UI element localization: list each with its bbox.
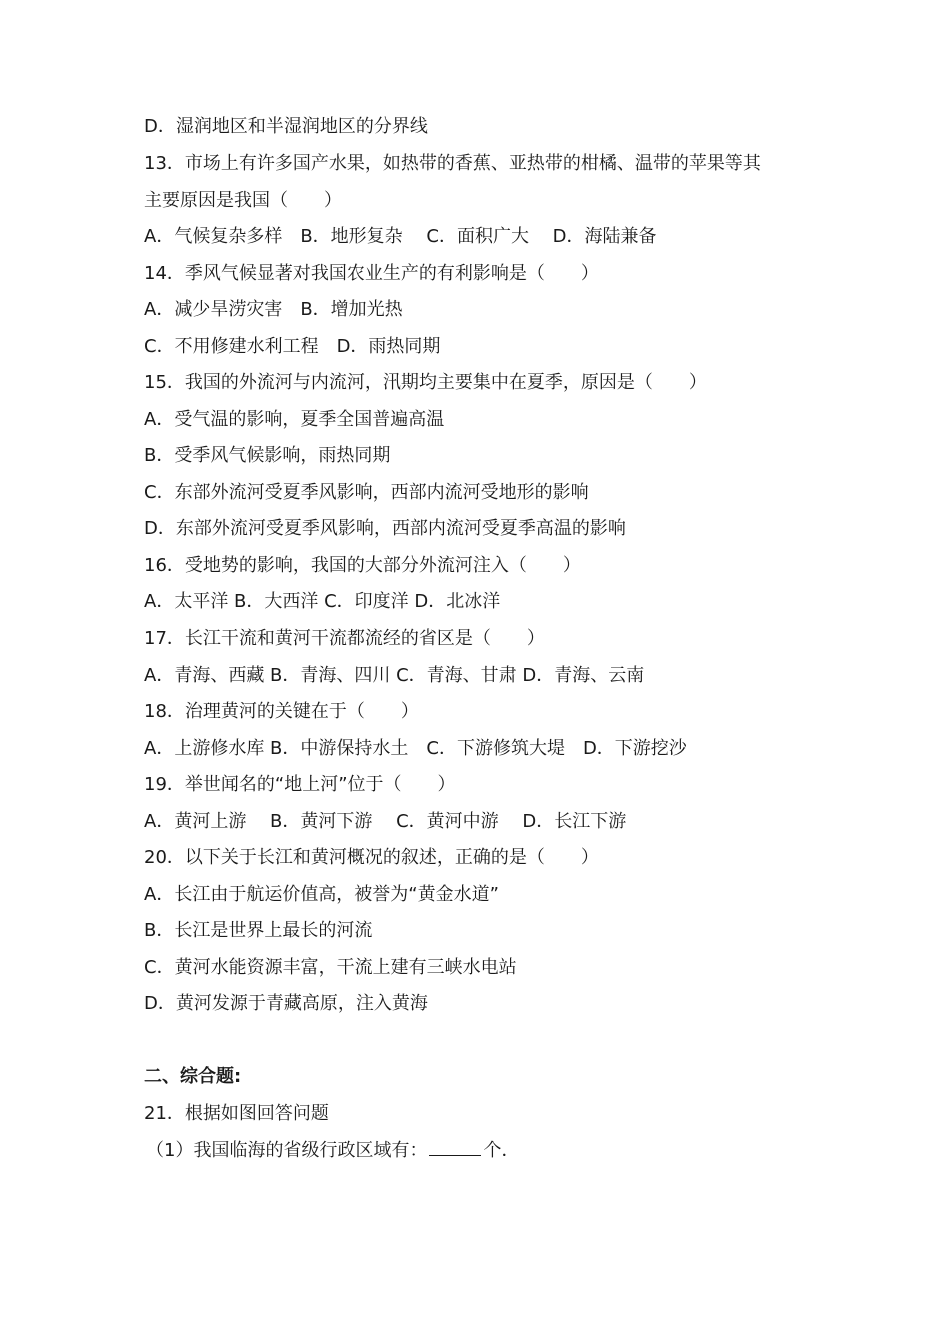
q16-stem: 16．受地势的影响，我国的大部分外流河注入（ ） <box>144 555 581 576</box>
q15-option-b: B．受季风气候影响，雨热同期 <box>144 445 391 466</box>
q17-options: A．青海、西藏 B．青海、四川 C．青海、甘肃 D．青海、云南 <box>144 665 645 686</box>
q21-part1-prompt: （1）我国临海的省级行政区域有： <box>146 1140 428 1161</box>
q13-stem-line1: 13．市场上有许多国产水果，如热带的香蕉、亚热带的柑橘、温带的苹果等其 <box>144 153 761 174</box>
q19-options: A．黄河上游 B．黄河下游 C．黄河中游 D．长江下游 <box>144 811 627 832</box>
q15-option-d: D．东部外流河受夏季风影响，西部内流河受夏季高温的影响 <box>144 518 626 539</box>
q21-part1-suffix: 个． <box>483 1140 520 1161</box>
q21-part1 <box>146 1139 519 1162</box>
q14-stem: 14．季风气候显著对我国农业生产的有利影响是（ ） <box>144 263 599 284</box>
q20-option-b: B．长江是世界上最长的河流 <box>144 920 373 941</box>
q14-options-cd: C．不用修建水利工程 D．雨热同期 <box>144 336 441 357</box>
answer-blank[interactable] <box>429 1139 481 1156</box>
section-heading: 二、综合题: <box>144 1066 242 1087</box>
q13-stem-line2: 主要原因是我国（ ） <box>144 190 342 211</box>
q17-stem: 17．长江干流和黄河干流都流经的省区是（ ） <box>144 628 545 649</box>
q20-option-c: C．黄河水能资源丰富，干流上建有三峡水电站 <box>144 957 517 978</box>
q15-option-a: A．受气温的影响，夏季全国普遍高温 <box>144 409 445 430</box>
q19-stem: 19．举世闻名的“地上河”位于（ ） <box>144 774 456 795</box>
q13-options: A．气候复杂多样 B．地形复杂 C．面积广大 D．海陆兼备 <box>144 226 657 247</box>
q15-stem: 15．我国的外流河与内流河，汛期均主要集中在夏季，原因是（ ） <box>144 372 707 393</box>
q18-options: A．上游修水库 B．中游保持水土 C．下游修筑大堤 D．下游挖沙 <box>144 738 687 759</box>
q20-stem: 20．以下关于长江和黄河概况的叙述，正确的是（ ） <box>144 847 599 868</box>
q20-option-d: D．黄河发源于青藏高原，注入黄海 <box>144 993 428 1014</box>
q18-stem: 18．治理黄河的关键在于（ ） <box>144 701 419 722</box>
q15-option-c: C．东部外流河受夏季风影响，西部内流河受地形的影响 <box>144 482 589 503</box>
q12-option-d: D．湿润地区和半湿润地区的分界线 <box>144 116 428 137</box>
q16-options: A．太平洋 B．大西洋 C．印度洋 D．北冰洋 <box>144 591 501 612</box>
q21-stem: 21．根据如图回答问题 <box>144 1103 329 1124</box>
q14-options-ab: A．减少旱涝灾害 B．增加光热 <box>144 299 403 320</box>
q20-option-a: A．长江由于航运价值高，被誉为“黄金水道” <box>144 884 499 905</box>
